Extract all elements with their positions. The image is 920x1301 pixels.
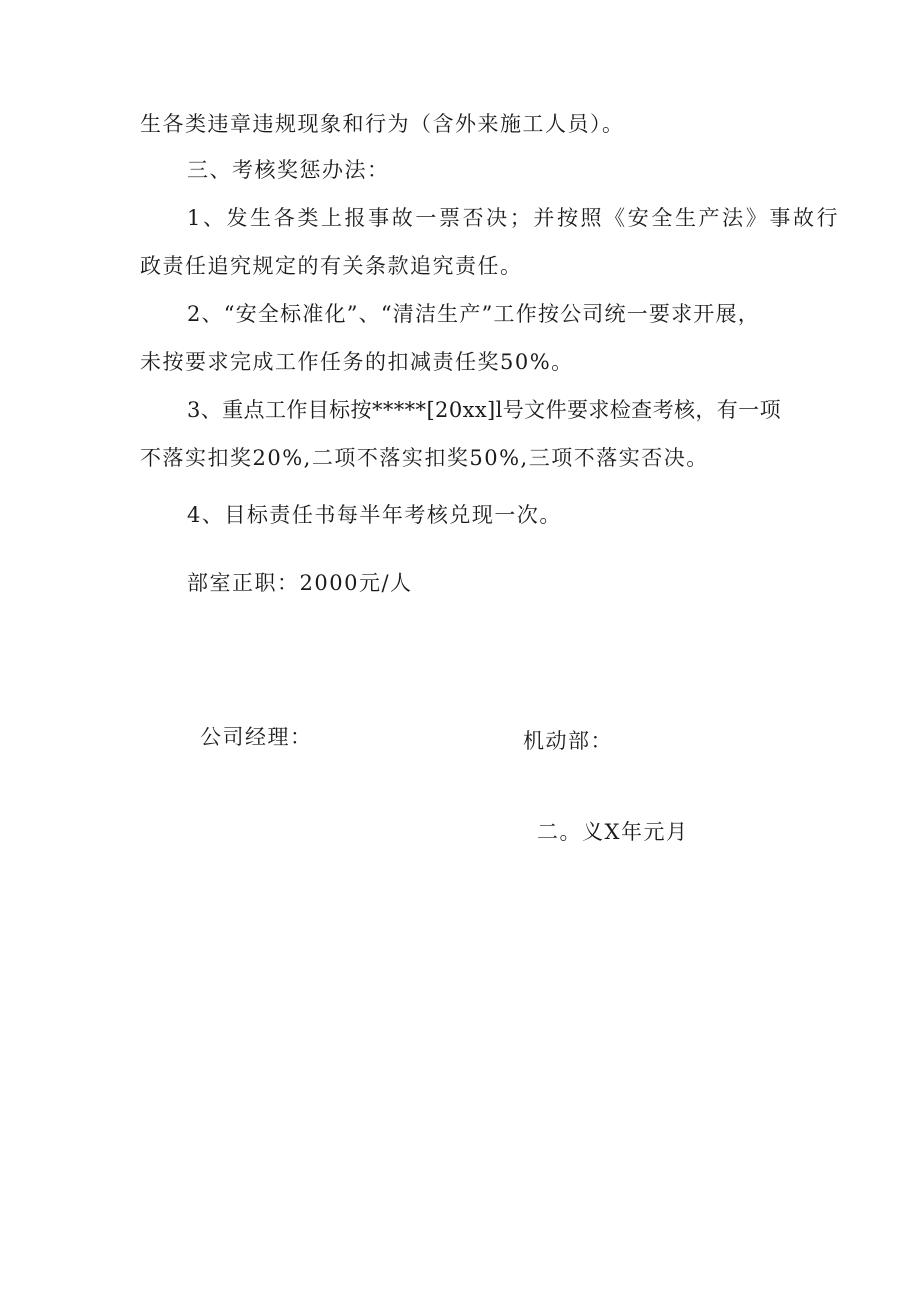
item-2-line-2: 未按要求完成工作任务的扣减责任奖50%。 [140,350,574,374]
reward-amount: 部室正职：2000元/人 [187,571,413,595]
item-1-line-2: 政责任追究规定的有关条款追究责任。 [140,254,523,278]
item-3-line-1: 3、重点工作目标按*****[20xx]l号文件要求检查考核，有一项 [187,398,781,422]
company-manager-signature-label: 公司经理： [200,725,313,749]
department-signature-label: 机动部： [523,729,613,753]
paragraph-continuation: 生各类违章违规现象和行为（含外来施工人员）。 [140,112,625,136]
item-4: 4、目标责任书每半年考核兑现一次。 [187,503,562,527]
item-3-line-2: 不落实扣奖20%,二项不落实扣奖50%,三项不落实否决。 [140,446,709,470]
item-1-line-1: 1、发生各类上报事故一票否决；并按照《安全生产法》事故行 [187,206,841,230]
section-heading-assessment: 三、考核奖惩办法： [187,158,390,182]
document-date: 二。义X年元月 [537,820,689,844]
item-2-line-1: 2、“安全标准化”、“清洁生产”工作按公司统一要求开展， [187,302,760,326]
